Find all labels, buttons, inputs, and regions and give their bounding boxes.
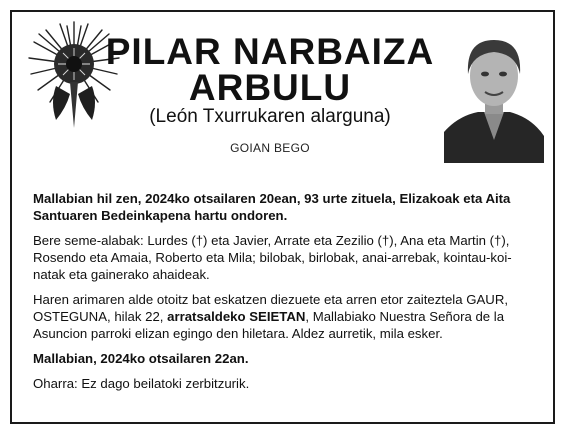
mass-text-part1: Haren arimaren alde otoitz bat eskatzen diezuete eta arren etor zaiteztela GAUR, OSTEGUNA, hilak 22, — [33, 292, 509, 324]
death-notice: Mallabian hil zen, 2024ko otsailaren 20ean, 93 urte zituela, Elizakoak eta Aita Santuaren Bedeinkapena hartu ondoren. — [33, 191, 511, 223]
deceased-name-line2: ARBULU — [188, 67, 352, 108]
mass-text-part2: , Mallabiako Nuestra Señora de la Asuncion parroki elizan egingo den hiletara. Aldez aurretik, mila esker. — [33, 309, 505, 341]
mass-time: arratsaldeko SEIETAN — [167, 309, 306, 324]
note: Oharra: Ez dago beilatoki zerbitzurik. — [33, 376, 250, 391]
place-and-date: Mallabian, 2024ko otsailaren 22an. — [33, 351, 249, 366]
goian-bego-label: GOIAN BEGO — [230, 141, 310, 155]
deceased-name-line1: PILAR NARBAIZA — [105, 31, 435, 72]
family-members: Bere seme-alabak: Lurdes (†) eta Javier, Arrate eta Zezilio (†), Ana eta Martin (†), Rosendo eta Amaia, Roberto eta Mila; bilobak, birlobak, anai-arrebak, kointau-koi-natak eta gainerako ahaideak. — [33, 233, 512, 282]
portrait-photo — [444, 20, 544, 163]
widow-of-subtitle: (León Txurrukaren alarguna) — [149, 106, 391, 127]
obituary-body — [33, 190, 543, 400]
funeral-mass-notice — [33, 291, 543, 342]
